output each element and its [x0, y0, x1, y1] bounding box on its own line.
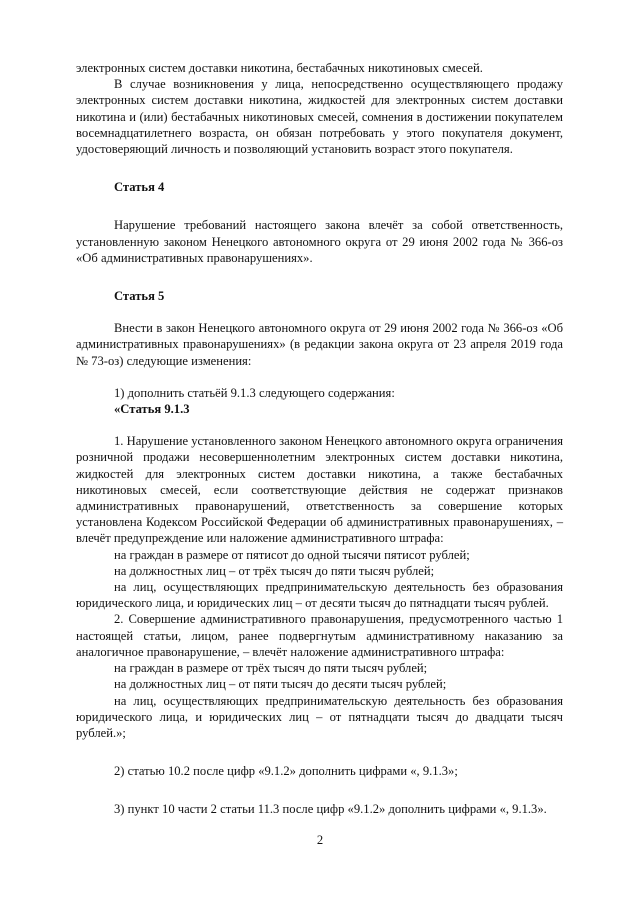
article-4-text: Нарушение требований настоящего закона влечёт за собой ответственность, установленную законом Ненецкого автономного округа от 29 июня 2002 года № 366-оз «Об административных правонарушениях». — [76, 218, 563, 265]
clause-2-fine-entrepreneurs: на лиц, осуществляющих предпринимательскую деятельность без образования юридического лица, и юридических лиц – от пятнадцати тысяч до двадцати тысяч рублей.»; — [76, 693, 563, 740]
clause-2-fine-officials: на должностных лиц – от пяти тысяч до десяти тысяч рублей; — [114, 677, 447, 692]
paragraph-intro-tail: электронных систем доставки никотина, бестабачных никотиновых смесей. — [76, 61, 483, 75]
item-1-intro: 1) дополнить статьёй 9.1.3 следующего содержания: — [114, 385, 395, 400]
clause-2-text: 2. Совершение административного правонарушения, предусмотренного частью 1 настоящей статьи, лицом, ранее подвергнутым административному наказанию за аналогичное правонарушение, – влечёт наложение административного штрафа: — [76, 612, 563, 659]
article-5-text: Внести в закон Ненецкого автономного округа от 29 июня 2002 года № 366-оз «Об административных правонарушениях» (в редакции закона округа от 23 апреля 2019 года № 73-оз) следующие изменения: — [76, 321, 563, 368]
item-3-text: 3) пункт 10 части 2 статьи 11.3 после цифр «9.1.2» дополнить цифрами «, 9.1.3». — [114, 802, 547, 817]
clause-1-fine-citizens: на граждан в размере от пятисот до одной тысячи пятисот рублей; — [114, 547, 470, 562]
page-number: 2 — [316, 833, 324, 847]
article-5-title: Статья 5 — [114, 289, 165, 304]
article-4-title: Статья 4 — [114, 180, 165, 195]
clause-1-text: 1. Нарушение установленного законом Ненецкого автономного округа ограничения розничной продажи несовершеннолетним электронных систем доставки никотина, жидкостей для электронных систем доставки никотина, а также бестабачных никотиновых смесей, если соответствующие действия не содержат признаков административных правонарушений, ответственность за совершение которых установлена Кодексом Российской Федерации об административных правонарушениях, – влечёт предупреждение или наложение административного штрафа: — [76, 434, 563, 546]
item-2-text: 2) статью 10.2 после цифр «9.1.2» дополнить цифрами «, 9.1.3»; — [114, 764, 458, 779]
item-1-article-title: «Статья 9.1.3 — [114, 402, 190, 417]
paragraph-age-doubt: В случае возникновения у лица, непосредственно осуществляющего продажу электронных систем доставки никотина, жидкостей для электронных систем доставки никотина и (или) бестабачных никотиновых смесей, сомнения в достижении покупателем восемнадцатилетнего возраста, он обязан потребовать у этого покупателя документ, удостоверяющий личность и позволяющий установить возраст этого покупателя. — [76, 77, 563, 157]
clause-1-fine-entrepreneurs: на лиц, осуществляющих предпринимательскую деятельность без образования юридического лица, и юридических лиц – от десяти тысяч до пятнадцати тысяч рублей. — [76, 580, 563, 611]
clause-1-fine-officials: на должностных лиц – от трёх тысяч до пяти тысяч рублей; — [114, 563, 435, 578]
document-body — [76, 60, 563, 818]
clause-2-fine-citizens: на граждан в размере от трёх тысяч до пяти тысяч рублей; — [114, 661, 428, 676]
